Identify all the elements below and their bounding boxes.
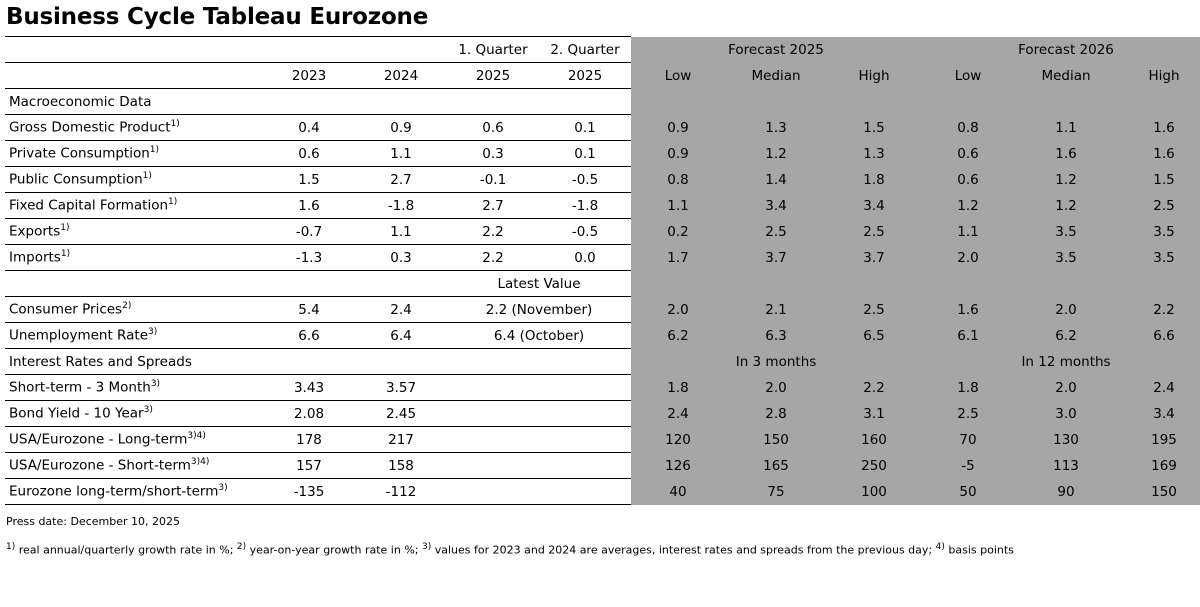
page-title: Business Cycle Tableau Eurozone xyxy=(6,4,429,30)
section-title-rates: Interest Rates and Spreads xyxy=(5,349,263,375)
cell-2024: -1.8 xyxy=(355,193,447,219)
cell-2023: 2.08 xyxy=(263,401,355,427)
cell-2024: 2.4 xyxy=(355,297,447,323)
cell-f25-median: 3.4 xyxy=(725,193,827,219)
cell-f26-median: 2.0 xyxy=(1015,297,1117,323)
row-label xyxy=(5,245,263,271)
row-label xyxy=(5,219,263,245)
cell-2024: 3.57 xyxy=(355,375,447,401)
row-label-text: Fixed Capital Formation xyxy=(9,197,169,214)
cell-f25-high: 3.7 xyxy=(827,245,921,271)
cell-m3-high: 100 xyxy=(827,479,921,505)
cell-f26-high: 1.6 xyxy=(1117,115,1200,141)
row-label-text: Gross Domestic Product xyxy=(9,119,171,136)
footnote-2-text: year-on-year growth rate in %; xyxy=(246,543,422,557)
table-row xyxy=(5,167,1200,193)
header-spacer-b xyxy=(5,63,263,89)
cell-q2: 0.1 xyxy=(539,141,631,167)
cell-m3-high: 3.1 xyxy=(827,401,921,427)
cell-f26-median: 1.2 xyxy=(1015,193,1117,219)
cell-f25-median: 3.7 xyxy=(725,245,827,271)
cell-q1-empty xyxy=(447,479,539,505)
section-macro-g4 xyxy=(921,89,1015,115)
section-macro-pad2 xyxy=(355,89,447,115)
row-label-sup: 3) xyxy=(143,405,153,416)
cell-f25-low: 6.2 xyxy=(631,323,725,349)
cell-2023: 1.5 xyxy=(263,167,355,193)
cell-2024: 6.4 xyxy=(355,323,447,349)
cell-2023: -135 xyxy=(263,479,355,505)
cell-f25-high: 1.8 xyxy=(827,167,921,193)
table-row xyxy=(5,115,1200,141)
cell-f25-high: 3.4 xyxy=(827,193,921,219)
cell-f25-median: 2.5 xyxy=(725,219,827,245)
cell-2024: 2.45 xyxy=(355,401,447,427)
row-label-sup: 3) xyxy=(150,379,161,390)
cell-m12-high: 2.4 xyxy=(1117,375,1200,401)
cell-f25-high: 2.5 xyxy=(827,219,921,245)
cell-2023: 3.43 xyxy=(263,375,355,401)
section-macro-g1 xyxy=(631,89,725,115)
cell-q2: 0.0 xyxy=(539,245,631,271)
cell-2024: 0.9 xyxy=(355,115,447,141)
latest-value-header-row xyxy=(5,271,1200,297)
cell-m12-median: 3.0 xyxy=(1015,401,1117,427)
row-label-text: Imports xyxy=(9,249,61,266)
row-label xyxy=(5,479,263,505)
row-label-text: Public Consumption xyxy=(9,171,143,188)
latest-g1 xyxy=(631,271,725,297)
header-f25-median: Median xyxy=(725,63,827,89)
footnote-4-sup: 4) xyxy=(935,542,945,552)
row-label-text: USA/Eurozone - Short-term xyxy=(9,457,191,474)
cell-f26-median: 6.2 xyxy=(1015,323,1117,349)
table-row xyxy=(5,401,1200,427)
cell-2023: 5.4 xyxy=(263,297,355,323)
cell-f26-low: 1.2 xyxy=(921,193,1015,219)
cell-f26-high: 3.5 xyxy=(1117,219,1200,245)
cell-f26-low: 1.6 xyxy=(921,297,1015,323)
section-rates-pad4 xyxy=(539,349,631,375)
cell-m12-high: 169 xyxy=(1117,453,1200,479)
header-quarter1: 1. Quarter xyxy=(447,37,539,63)
cell-f25-low: 0.8 xyxy=(631,167,725,193)
table-row xyxy=(5,297,1200,323)
cell-m3-low: 126 xyxy=(631,453,725,479)
cell-m3-high: 250 xyxy=(827,453,921,479)
header-f26-high: High xyxy=(1117,63,1200,89)
cell-2024: -112 xyxy=(355,479,447,505)
row-label xyxy=(5,453,263,479)
header-year-2023: 2023 xyxy=(263,63,355,89)
cell-q1: -0.1 xyxy=(447,167,539,193)
header-spacer-2023 xyxy=(263,37,355,63)
cell-m3-median: 165 xyxy=(725,453,827,479)
cell-q2: 0.1 xyxy=(539,115,631,141)
cell-q2-empty xyxy=(539,453,631,479)
cell-2024: 0.3 xyxy=(355,245,447,271)
cell-2024: 158 xyxy=(355,453,447,479)
footnote-3-sup: 3) xyxy=(421,542,432,552)
cell-f25-low: 0.9 xyxy=(631,115,725,141)
cell-f25-low: 1.1 xyxy=(631,193,725,219)
latest-g6 xyxy=(1117,271,1200,297)
footnote-1-sup: 1) xyxy=(6,542,16,552)
cell-m12-median: 130 xyxy=(1015,427,1117,453)
cell-f26-low: 1.1 xyxy=(921,219,1015,245)
table-row xyxy=(5,193,1200,219)
cell-q2: -0.5 xyxy=(539,167,631,193)
cell-f26-high: 1.6 xyxy=(1117,141,1200,167)
cell-f26-high: 2.5 xyxy=(1117,193,1200,219)
row-label-text: Eurozone long-term/short-term xyxy=(9,483,219,500)
row-label-sup: 3)4) xyxy=(187,431,206,442)
cell-q2: -0.5 xyxy=(539,219,631,245)
footnote-3-text: values for 2023 and 2024 are averages, interest rates and spreads from the previous day; xyxy=(431,543,936,557)
header-spacer xyxy=(5,37,263,63)
cell-q1-empty xyxy=(447,453,539,479)
row-label-sup: 1) xyxy=(168,197,178,208)
cell-2023: 157 xyxy=(263,453,355,479)
latest-g2 xyxy=(725,271,827,297)
cell-f25-high: 1.3 xyxy=(827,141,921,167)
cell-latest: 6.4 (October) xyxy=(447,323,631,349)
cell-f25-high: 1.5 xyxy=(827,115,921,141)
cell-m12-median: 90 xyxy=(1015,479,1117,505)
header-in-12-months: In 12 months xyxy=(921,349,1200,375)
row-label-sup: 1) xyxy=(149,145,160,156)
section-title-macro: Macroeconomic Data xyxy=(5,89,263,115)
section-macro-pad4 xyxy=(539,89,631,115)
row-label xyxy=(5,115,263,141)
cell-f25-high: 6.5 xyxy=(827,323,921,349)
row-label xyxy=(5,401,263,427)
cell-f26-low: 6.1 xyxy=(921,323,1015,349)
header-quarter2: 2. Quarter xyxy=(539,37,631,63)
latest-spacer-2023 xyxy=(263,271,355,297)
row-label-text: Consumer Prices xyxy=(9,301,123,318)
row-label-text: USA/Eurozone - Long-term xyxy=(9,431,188,448)
cell-m12-median: 2.0 xyxy=(1015,375,1117,401)
row-label-sup: 3) xyxy=(148,327,158,338)
cell-q1: 2.7 xyxy=(447,193,539,219)
header-f26-median: Median xyxy=(1015,63,1117,89)
cell-2023: 0.4 xyxy=(263,115,355,141)
cell-q2-empty xyxy=(539,375,631,401)
cell-f25-median: 1.2 xyxy=(725,141,827,167)
cell-m3-high: 160 xyxy=(827,427,921,453)
latest-g3 xyxy=(827,271,921,297)
cell-f26-median: 1.1 xyxy=(1015,115,1117,141)
cell-f26-low: 0.6 xyxy=(921,141,1015,167)
cell-f26-low: 2.0 xyxy=(921,245,1015,271)
cell-f25-low: 0.9 xyxy=(631,141,725,167)
row-label-sup: 2) xyxy=(122,301,132,312)
cell-2023: 178 xyxy=(263,427,355,453)
table-row xyxy=(5,479,1200,505)
cell-m3-low: 1.8 xyxy=(631,375,725,401)
row-label xyxy=(5,167,263,193)
latest-spacer xyxy=(5,271,263,297)
table-row xyxy=(5,323,1200,349)
section-macro-g3 xyxy=(827,89,921,115)
header-q1-year: 2025 xyxy=(447,63,539,89)
header-forecast-2025: Forecast 2025 xyxy=(631,37,921,63)
cell-m12-low: -5 xyxy=(921,453,1015,479)
cell-f26-high: 2.2 xyxy=(1117,297,1200,323)
cell-q2-empty xyxy=(539,479,631,505)
cell-f25-median: 1.3 xyxy=(725,115,827,141)
footnote-2-sup: 2) xyxy=(236,542,247,552)
cell-f26-low: 0.8 xyxy=(921,115,1015,141)
row-label-text: Exports xyxy=(9,223,61,240)
cell-2023: 0.6 xyxy=(263,141,355,167)
cell-m12-median: 113 xyxy=(1015,453,1117,479)
cell-2024: 1.1 xyxy=(355,219,447,245)
cell-m12-low: 2.5 xyxy=(921,401,1015,427)
cell-f25-low: 0.2 xyxy=(631,219,725,245)
cell-m12-high: 195 xyxy=(1117,427,1200,453)
row-label-sup: 1) xyxy=(60,223,70,234)
row-label-text: Short-term - 3 Month xyxy=(9,379,151,396)
header-f25-low: Low xyxy=(631,63,725,89)
cell-m3-median: 150 xyxy=(725,427,827,453)
cell-2023: -0.7 xyxy=(263,219,355,245)
cell-q2-empty xyxy=(539,401,631,427)
cell-f25-median: 2.1 xyxy=(725,297,827,323)
row-label-text: Unemployment Rate xyxy=(9,327,149,344)
table-row xyxy=(5,427,1200,453)
cell-q1: 2.2 xyxy=(447,245,539,271)
cell-f26-high: 1.5 xyxy=(1117,167,1200,193)
business-cycle-table xyxy=(5,36,1200,505)
cell-q1-empty xyxy=(447,401,539,427)
cell-m3-high: 2.2 xyxy=(827,375,921,401)
cell-m12-low: 1.8 xyxy=(921,375,1015,401)
section-rates-pad2 xyxy=(355,349,447,375)
row-label xyxy=(5,297,263,323)
table-header-row-2 xyxy=(5,63,1200,89)
cell-2024: 2.7 xyxy=(355,167,447,193)
row-label-text: Private Consumption xyxy=(9,145,150,162)
row-label xyxy=(5,323,263,349)
cell-m3-median: 2.8 xyxy=(725,401,827,427)
cell-q1: 2.2 xyxy=(447,219,539,245)
header-year-2024: 2024 xyxy=(355,63,447,89)
section-macro-pad3 xyxy=(447,89,539,115)
footnote-1-text: real annual/quarterly growth rate in %; xyxy=(15,543,237,557)
cell-2023: 6.6 xyxy=(263,323,355,349)
cell-f26-median: 1.6 xyxy=(1015,141,1117,167)
row-label-text: Bond Yield - 10 Year xyxy=(9,405,144,422)
header-forecast-2026: Forecast 2026 xyxy=(921,37,1200,63)
cell-m12-low: 70 xyxy=(921,427,1015,453)
cell-2023: 1.6 xyxy=(263,193,355,219)
header-f26-low: Low xyxy=(921,63,1015,89)
section-rates-pad1 xyxy=(263,349,355,375)
latest-g5 xyxy=(1015,271,1117,297)
section-row-macro xyxy=(5,89,1200,115)
cell-f26-low: 0.6 xyxy=(921,167,1015,193)
table-row xyxy=(5,245,1200,271)
cell-q2: -1.8 xyxy=(539,193,631,219)
press-date: Press date: December 10, 2025 xyxy=(6,515,180,528)
cell-f25-low: 2.0 xyxy=(631,297,725,323)
cell-f26-high: 6.6 xyxy=(1117,323,1200,349)
cell-m12-low: 50 xyxy=(921,479,1015,505)
cell-f25-high: 2.5 xyxy=(827,297,921,323)
cell-m3-median: 75 xyxy=(725,479,827,505)
cell-f25-low: 1.7 xyxy=(631,245,725,271)
cell-2024: 1.1 xyxy=(355,141,447,167)
cell-q1: 0.3 xyxy=(447,141,539,167)
row-label xyxy=(5,375,263,401)
row-label-sup: 1) xyxy=(170,119,180,130)
cell-q1-empty xyxy=(447,427,539,453)
latest-g4 xyxy=(921,271,1015,297)
cell-f26-high: 3.5 xyxy=(1117,245,1200,271)
section-macro-g2 xyxy=(725,89,827,115)
row-label-sup: 3) xyxy=(218,483,228,494)
cell-f25-median: 6.3 xyxy=(725,323,827,349)
row-label-sup: 1) xyxy=(60,249,71,260)
section-macro-pad1 xyxy=(263,89,355,115)
footnote-4-text: basis points xyxy=(944,543,1014,557)
tableau-page xyxy=(0,4,1200,607)
footnotes xyxy=(6,542,1200,557)
cell-m3-low: 40 xyxy=(631,479,725,505)
cell-q1-empty xyxy=(447,375,539,401)
row-label xyxy=(5,141,263,167)
cell-f25-median: 1.4 xyxy=(725,167,827,193)
section-row-rates xyxy=(5,349,1200,375)
cell-f26-median: 3.5 xyxy=(1015,219,1117,245)
cell-m3-low: 2.4 xyxy=(631,401,725,427)
header-spacer-2024 xyxy=(355,37,447,63)
header-in-3-months: In 3 months xyxy=(631,349,921,375)
header-q2-year: 2025 xyxy=(539,63,631,89)
cell-m12-high: 150 xyxy=(1117,479,1200,505)
cell-m3-median: 2.0 xyxy=(725,375,827,401)
cell-m3-low: 120 xyxy=(631,427,725,453)
row-label xyxy=(5,193,263,219)
cell-2023: -1.3 xyxy=(263,245,355,271)
table-row xyxy=(5,453,1200,479)
table-row xyxy=(5,219,1200,245)
header-f25-high: High xyxy=(827,63,921,89)
cell-m12-high: 3.4 xyxy=(1117,401,1200,427)
section-macro-g6 xyxy=(1117,89,1200,115)
table-row xyxy=(5,375,1200,401)
row-label-sup: 1) xyxy=(142,171,152,182)
header-latest-value: Latest Value xyxy=(447,271,631,297)
cell-q2-empty xyxy=(539,427,631,453)
cell-latest: 2.2 (November) xyxy=(447,297,631,323)
table-row xyxy=(5,141,1200,167)
row-label-sup: 3)4) xyxy=(190,457,210,468)
table-header-row-1 xyxy=(5,37,1200,63)
latest-spacer-2024 xyxy=(355,271,447,297)
row-label xyxy=(5,427,263,453)
cell-2024: 217 xyxy=(355,427,447,453)
section-macro-g5 xyxy=(1015,89,1117,115)
cell-f26-median: 3.5 xyxy=(1015,245,1117,271)
cell-f26-median: 1.2 xyxy=(1015,167,1117,193)
cell-q1: 0.6 xyxy=(447,115,539,141)
section-rates-pad3 xyxy=(447,349,539,375)
